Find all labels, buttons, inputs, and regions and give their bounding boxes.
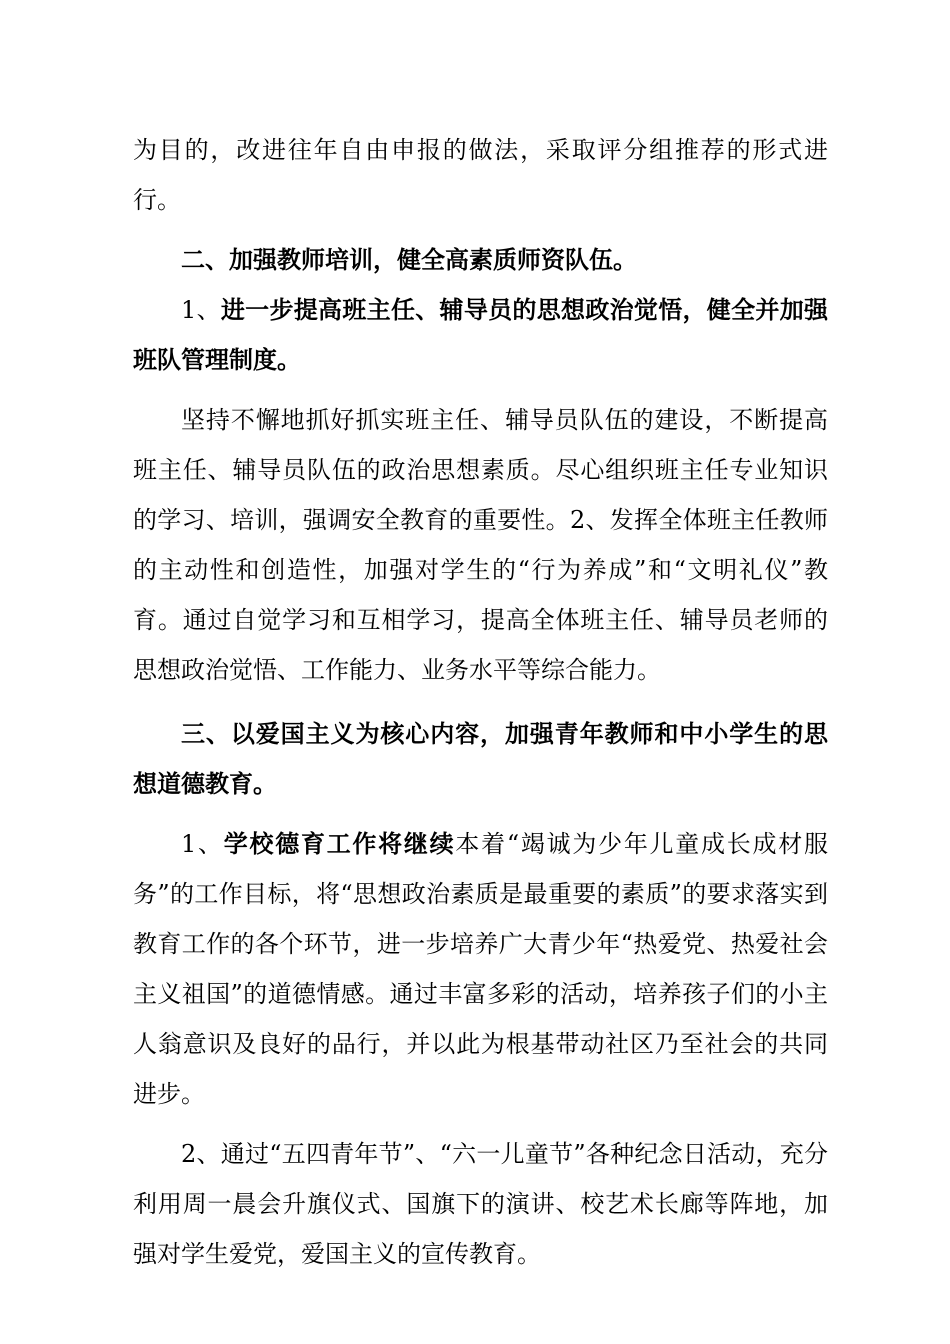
paragraph-teacher-training: 坚持不懈地抓好抓实班主任、辅导员队伍的建设，不断提高班主任、辅导员队伍的政治思想素质。尽心组织班主任专业知识的学习、培训，强调安全教育的重要性。2、发挥全体班主任教师的主动性和创造性，加强对学生的“行为养成”和“文明礼仪”教育。通过自觉学习和互相学习，提高全体班主任、辅导员老师的思想政治觉悟、工作能力、业务水平等综合能力。: [133, 406, 828, 684]
item-text: 本着“竭诚为少年儿童成长成材服务”的工作目标，将“思想政治素质是最重要的素质”的要求落实到教育工作的各个环节，进一步培养广大青少年“热爱党、热爱社会主义祖国”的道德情感。通过丰富多彩的活动，培养孩子们的小主人翁意识及良好的品行，并以此为根基带动社区乃至社会的共同进步。: [133, 830, 828, 1108]
document-body: [133, 125, 828, 1279]
item-lead-bold: 学校德育工作将继续: [223, 830, 456, 858]
subsection-number: 1、: [181, 296, 221, 324]
section-heading-2: 二、加强教师培训，健全高素质师资队伍。: [181, 246, 637, 274]
item-number: 1、: [181, 830, 224, 858]
subsection-heading-2-1: [133, 285, 828, 385]
paragraph-intro-continuation: 为目的，改进往年自由申报的做法，采取评分组推荐的形式进行。: [133, 136, 828, 214]
paragraph-moral-education: [133, 819, 828, 1119]
section-heading-3: 三、以爱国主义为核心内容，加强青年教师和中小学生的思想道德教育。: [133, 720, 828, 798]
subsection-title: 进一步提高班主任、辅导员的思想政治觉悟，健全并加强班队管理制度。: [133, 296, 828, 374]
paragraph-commemoration-activities: 2、通过“五四青年节”、“六一儿童节”各种纪念日活动，充分利用周一晨会升旗仪式、国旗下的演讲、校艺术长廊等阵地，加强对学生爱党，爱国主义的宣传教育。: [133, 1140, 828, 1268]
